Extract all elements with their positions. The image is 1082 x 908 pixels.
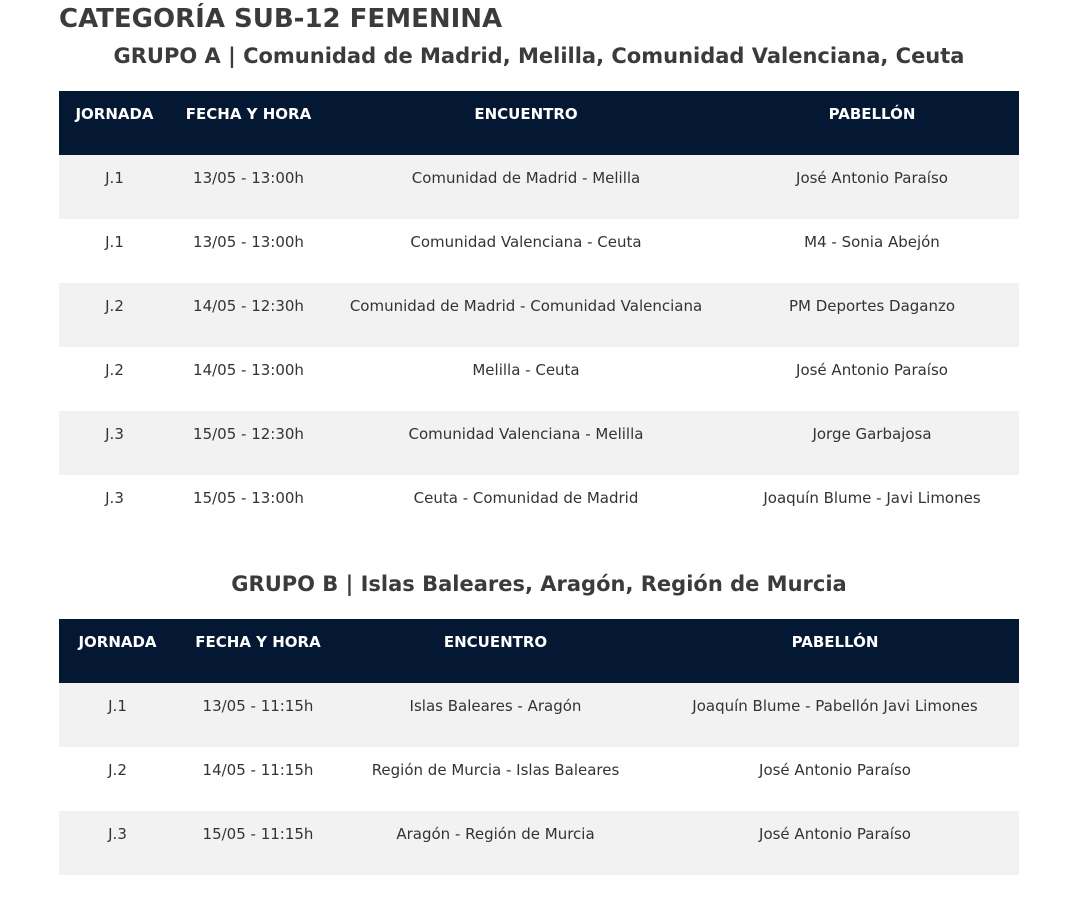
- column-header-fecha: FECHA Y HORA: [176, 619, 340, 683]
- table-header-row: [59, 91, 1019, 155]
- cell-pabellon: PM Deportes Daganzo: [725, 283, 1019, 347]
- cell-encuentro: Ceuta - Comunidad de Madrid: [327, 475, 725, 539]
- table-row: [59, 683, 1019, 747]
- cell-encuentro: Comunidad de Madrid - Melilla: [327, 155, 725, 219]
- table-row: [59, 811, 1019, 875]
- cell-pabellon: José Antonio Paraíso: [651, 811, 1019, 875]
- group-a-table: [59, 91, 1019, 539]
- cell-encuentro: Comunidad Valenciana - Ceuta: [327, 219, 725, 283]
- group-a-title: GRUPO A | Comunidad de Madrid, Melilla, Comunidad Valenciana, Ceuta: [113, 44, 965, 68]
- cell-pabellon: José Antonio Paraíso: [725, 155, 1019, 219]
- cell-fecha: 13/05 - 11:15h: [176, 683, 340, 747]
- table-header-row: [59, 619, 1019, 683]
- table-row: [59, 411, 1019, 475]
- cell-fecha: 15/05 - 12:30h: [170, 411, 327, 475]
- column-header-encuentro: ENCUENTRO: [340, 619, 651, 683]
- cell-fecha: 13/05 - 13:00h: [170, 155, 327, 219]
- table-row: [59, 219, 1019, 283]
- cell-jornada: J.2: [59, 747, 176, 811]
- cell-jornada: J.1: [59, 219, 170, 283]
- cell-pabellon: Joaquín Blume - Javi Limones: [725, 475, 1019, 539]
- category-title: CATEGORÍA SUB-12 FEMENINA: [59, 4, 503, 34]
- cell-jornada: J.2: [59, 347, 170, 411]
- cell-pabellon: José Antonio Paraíso: [651, 747, 1019, 811]
- cell-jornada: J.1: [59, 683, 176, 747]
- cell-pabellon: José Antonio Paraíso: [725, 347, 1019, 411]
- column-header-encuentro: ENCUENTRO: [327, 91, 725, 155]
- column-header-fecha: FECHA Y HORA: [170, 91, 327, 155]
- cell-fecha: 13/05 - 13:00h: [170, 219, 327, 283]
- table-row: [59, 347, 1019, 411]
- cell-fecha: 14/05 - 11:15h: [176, 747, 340, 811]
- cell-fecha: 14/05 - 13:00h: [170, 347, 327, 411]
- column-header-jornada: JORNADA: [59, 91, 170, 155]
- table-row: [59, 747, 1019, 811]
- cell-pabellon: Joaquín Blume - Pabellón Javi Limones: [651, 683, 1019, 747]
- cell-encuentro: Melilla - Ceuta: [327, 347, 725, 411]
- cell-encuentro: Islas Baleares - Aragón: [340, 683, 651, 747]
- cell-jornada: J.3: [59, 475, 170, 539]
- cell-fecha: 15/05 - 13:00h: [170, 475, 327, 539]
- table-row: [59, 283, 1019, 347]
- column-header-pabellon: PABELLÓN: [651, 619, 1019, 683]
- cell-encuentro: Aragón - Región de Murcia: [340, 811, 651, 875]
- cell-pabellon: Jorge Garbajosa: [725, 411, 1019, 475]
- column-header-jornada: JORNADA: [59, 619, 176, 683]
- table-row: [59, 475, 1019, 539]
- column-header-pabellon: PABELLÓN: [725, 91, 1019, 155]
- cell-encuentro: Comunidad de Madrid - Comunidad Valenciana: [327, 283, 725, 347]
- cell-jornada: J.3: [59, 811, 176, 875]
- cell-encuentro: Comunidad Valenciana - Melilla: [327, 411, 725, 475]
- cell-encuentro: Región de Murcia - Islas Baleares: [340, 747, 651, 811]
- cell-fecha: 15/05 - 11:15h: [176, 811, 340, 875]
- group-b-title: GRUPO B | Islas Baleares, Aragón, Región de Murcia: [231, 572, 847, 596]
- cell-jornada: J.3: [59, 411, 170, 475]
- cell-fecha: 14/05 - 12:30h: [170, 283, 327, 347]
- table-row: [59, 155, 1019, 219]
- group-b-table: [59, 619, 1019, 875]
- cell-pabellon: M4 - Sonia Abejón: [725, 219, 1019, 283]
- cell-jornada: J.1: [59, 155, 170, 219]
- cell-jornada: J.2: [59, 283, 170, 347]
